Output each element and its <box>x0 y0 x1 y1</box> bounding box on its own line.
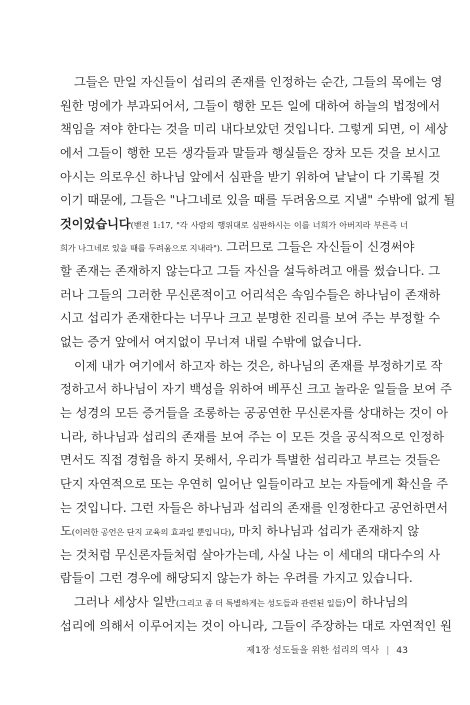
footnote-inline: (그리고 좀 더 특별하게는 성도들과 관련된 일들) <box>175 598 346 609</box>
text-line: 없는 증거 앞에서 여지없이 무너져 내릴 수밖에 없습니다. <box>60 335 362 350</box>
text-line: 섭리에 의해서 이루어지는 것이 아니라, 그들이 주장하는 대로 자연적인 원 <box>60 618 452 633</box>
text-line: 할 존재는 존재하지 않는다고 그들 자신을 설득하려고 애를 썼습니다. 그 <box>60 264 441 279</box>
text-line: 니라, 하나님과 섭리의 존재를 보여 주는 이 모든 것을 공식적으로 인정하 <box>60 429 445 444</box>
footnote-inline: 희가 나그네로 있을 때를 두려움으로 지내라"). <box>60 243 223 254</box>
text-line: 람들이 그런 경우에 해당되지 않는가 하는 우려를 가지고 있습니다. <box>60 571 413 586</box>
text-line: 정하고서 하나님이 자기 백성을 위하여 베푸신 크고 놀라운 일들을 보여 주 <box>60 382 452 397</box>
running-chapter-title: 제1장 성도들을 위한 섭리의 역사 <box>246 645 380 656</box>
footnote-inline: (이러한 공언은 단지 교육의 효과일 뿐입니다) <box>71 527 232 538</box>
text-line: 그러나 세상사 일반(그리고 좀 더 특별하게는 성도들과 관련된 일들)이 하나님의 <box>74 595 409 610</box>
text-line: 그들은 만일 자신들이 섭리의 존재를 인정하는 순간, 그들의 목에는 영 <box>74 75 443 89</box>
text-line: 는 것처럼 무신론자들처럼 살아가는데, 사실 나는 이 세대의 대다수의 사 <box>60 547 441 562</box>
text-line: 원한 멍에가 부과되어서, 그들이 행한 모든 일에 대하여 하늘의 법정에서 <box>60 98 441 113</box>
text-line: 단지 자연적으로 또는 우연히 일어난 일들이라고 보는 자들에게 확신을 주 <box>60 476 449 491</box>
text-line: 책임을 져야 한다는 것을 미리 내다보았던 것입니다. 그렇게 되면, 이 세상 <box>60 122 448 137</box>
text-line: 도(이러한 공언은 단지 교육의 효과일 뿐입니다), 마치 하나님과 섭리가 존재하지 않 <box>60 524 420 539</box>
text-line: 면서도 직접 경험을 하지 못해서, 우리가 특별한 섭리라고 부르는 것들은 <box>60 453 441 468</box>
body-text <box>60 71 456 638</box>
text-line: 희가 나그네로 있을 때를 두려움으로 지내라"). 그러므로 그들은 자신들이 신경써야 <box>60 240 415 255</box>
text-line: 러나 그들의 그러한 무신론적이고 어리석은 속임수들은 하나님이 존재하 <box>60 287 441 302</box>
text-line: 이제 내가 여기에서 하고자 하는 것은, 하나님의 존재를 부정하기로 작 <box>74 358 443 373</box>
text-line: 에서 그들이 행한 모든 생각들과 말들과 행실들은 장차 모든 것을 보시고 <box>60 145 441 160</box>
text-line: 시고 섭리가 존재한다는 너무나 크고 분명한 진리를 보여 주는 부정할 수 <box>60 311 441 326</box>
text-line: 아시는 의로우신 하나님 앞에서 심판을 받기 위하여 낱낱이 다 기록될 것 <box>60 169 441 184</box>
text-line: 는 성경의 모든 증거들을 조롱하는 공공연한 무신론자를 상대하는 것이 아 <box>60 405 449 420</box>
text-line: 이기 때문에, 그들은 "나그네로 있을 때를 두려움으로 지낼" 수밖에 없게 될 <box>60 193 456 208</box>
text-line: 것이었습니다(벧전 1:17, "각 사람의 행위대로 심판하시는 이를 너희가 아버지라 부른즉 너 <box>60 216 408 231</box>
footnote-inline: (벧전 1:17, "각 사람의 행위대로 심판하시는 이를 너희가 아버지라 부른즉 너 <box>130 219 408 230</box>
page-number: 43 <box>396 645 408 656</box>
footer-divider: | <box>386 645 390 656</box>
page-footer <box>60 642 408 656</box>
text-line: 는 것입니다. 그런 자들은 하나님과 섭리의 존재를 인정한다고 공언하면서 <box>60 500 449 515</box>
